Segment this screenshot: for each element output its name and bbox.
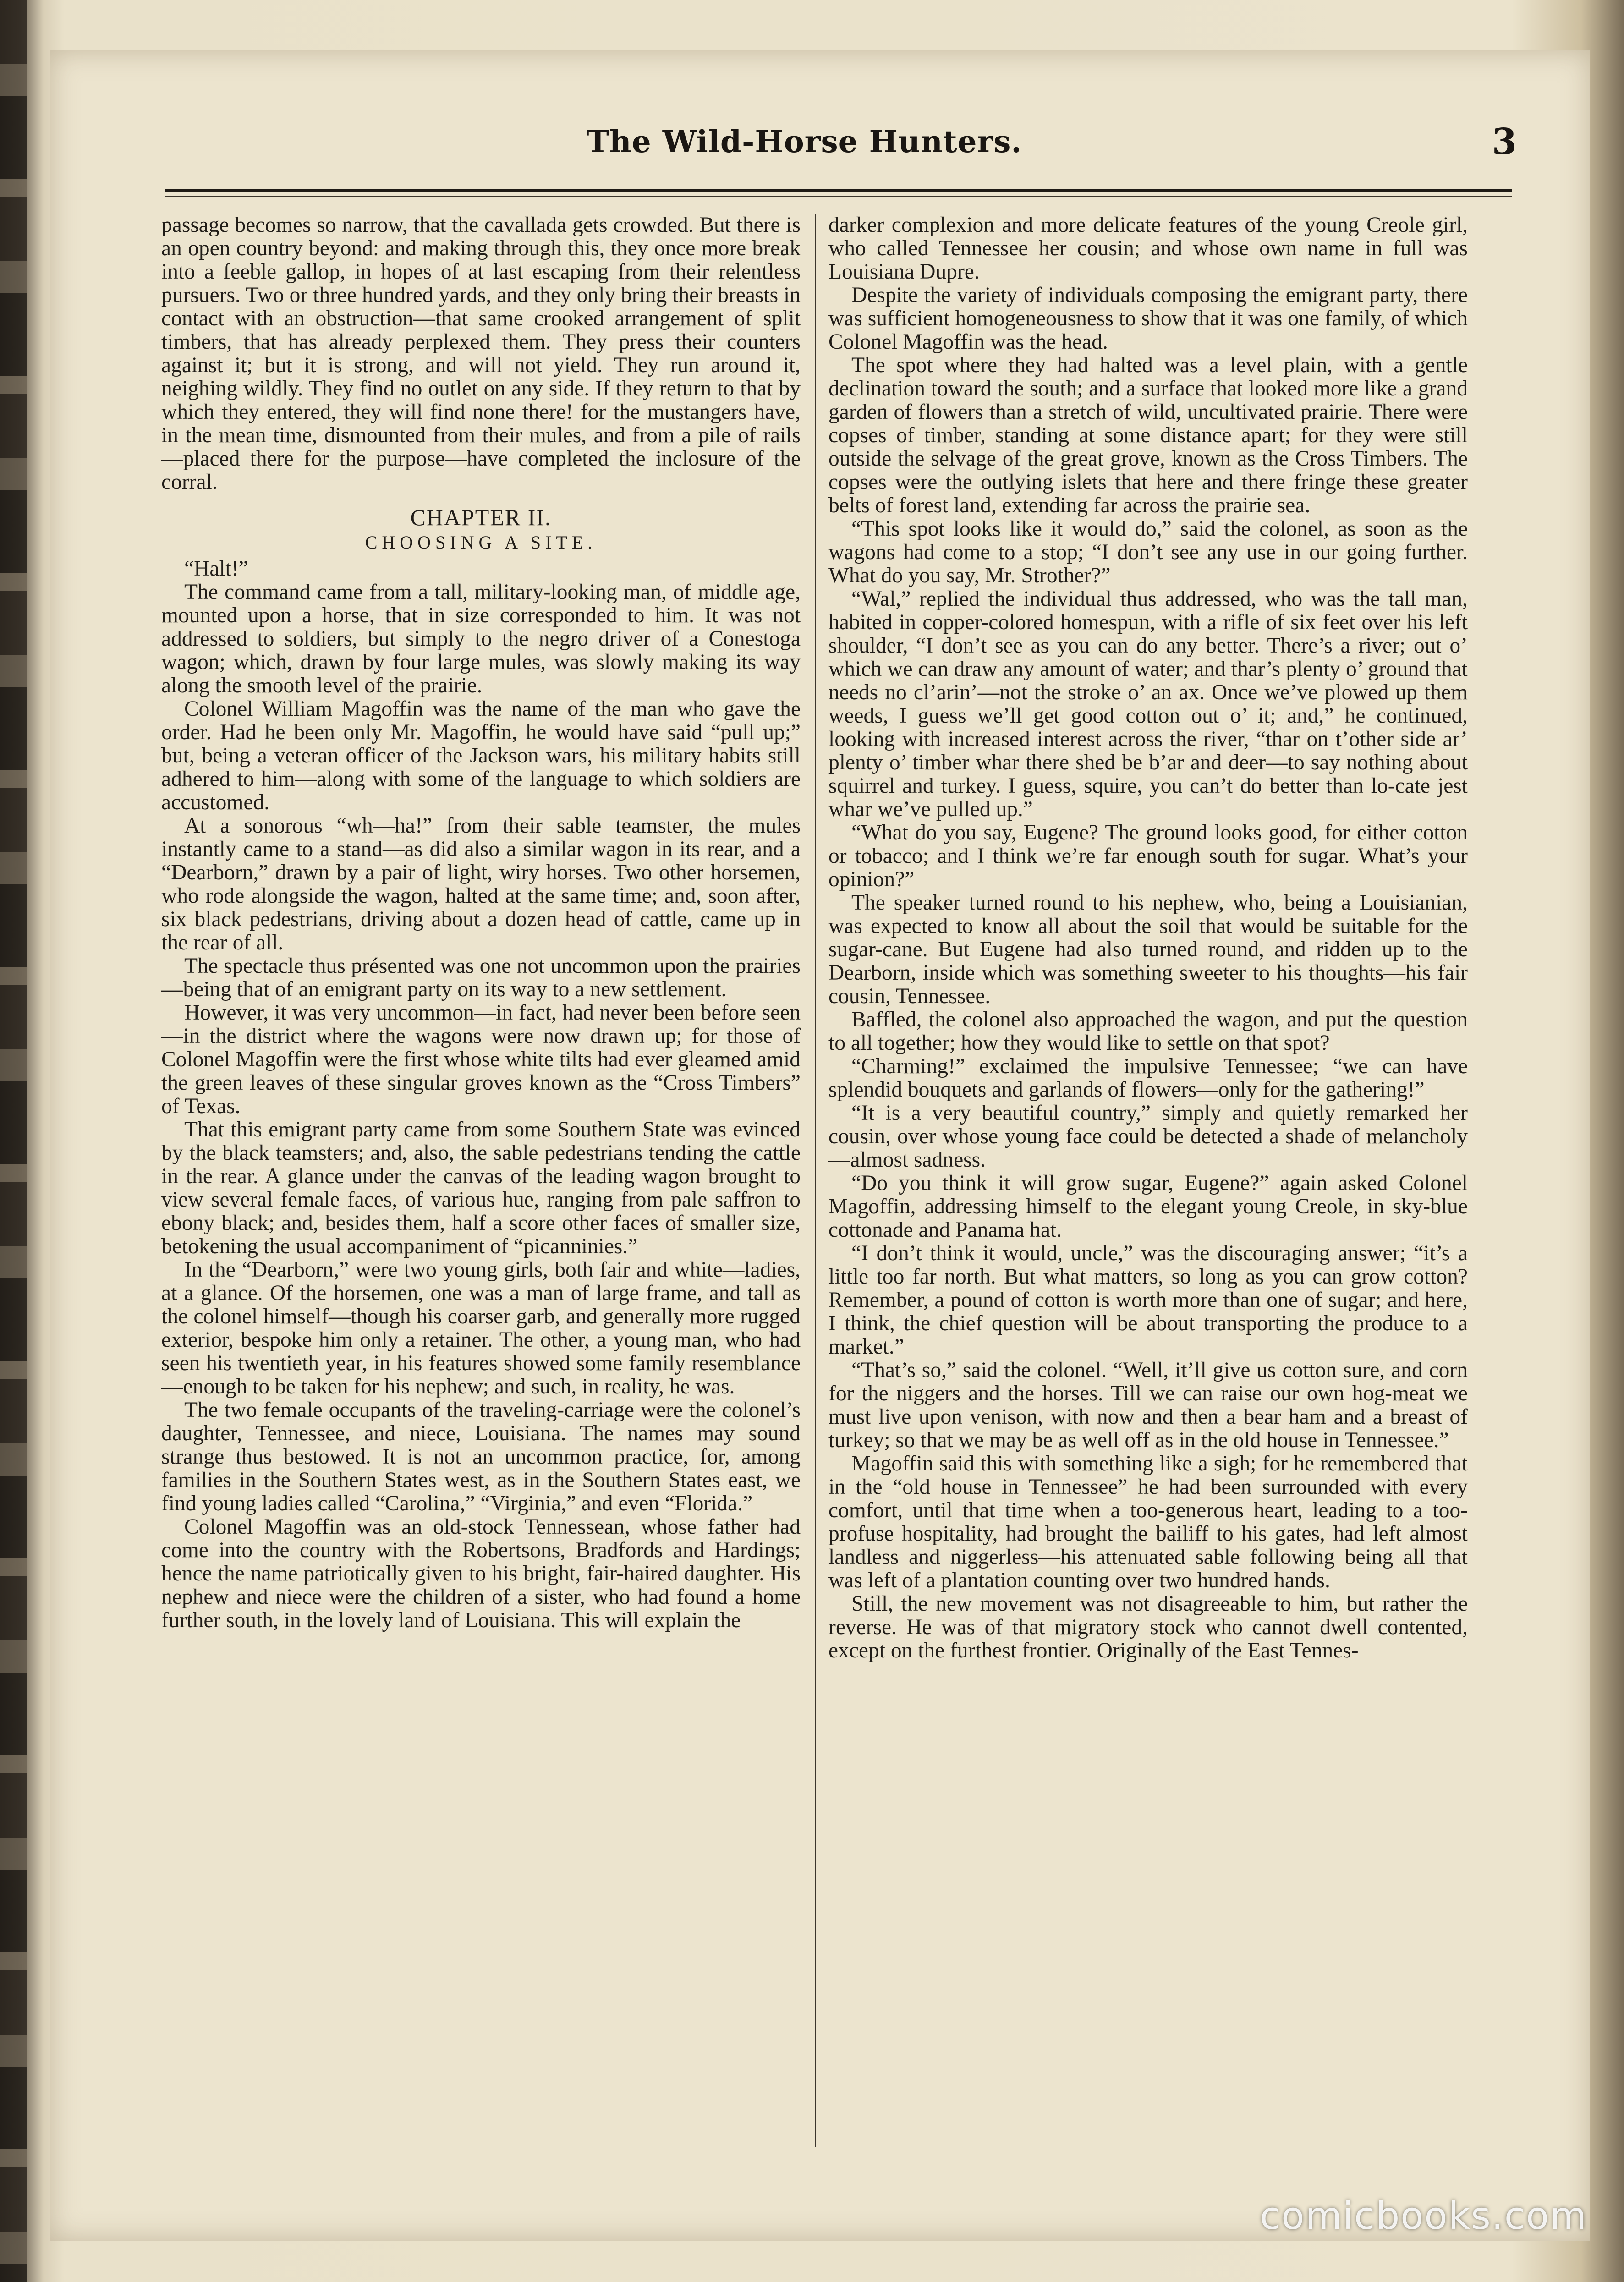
paragraph: Magoffin said this with something like a sigh; for he remembered that in the “old house in Tennessee” he had been surrounded with every comfort, until that time when a too-generous heart, leading to a too-profuse hospitality, had brought the bailiff to his gates, had left almost landless and niggerless—his attenuated sable following being all that was left of a plantation counting over two hundred hands.	[828, 1452, 1468, 1592]
paragraph: In the “Dearborn,” were two young girls, both fair and white—ladies, at a glance. Of the horsemen, one was a man of large frame, and tall as the colonel himself—though his coarser garb, and generally more rugged exterior, bespoke him only a retainer. The other, a young man, who had seen his twentieth year, in his features showed some family resemblance—enough to be taken for his nephew; and such, in reality, he was.	[161, 1258, 801, 1399]
running-header	[87, 121, 1521, 174]
paragraph: The command came from a tall, military-looking man, of middle age, mounted upon a horse, that in size corresponded to him. It was not addressed to soldiers, but simply to the negro driver of a Conestoga wagon; which, drawn by four large mules, was slowly making its way along the smooth level of the prairie.	[161, 580, 801, 697]
header-rule	[165, 189, 1512, 192]
paragraph: Despite the variety of individuals composing the emigrant party, there was sufficient homogeneousness to show that it was one family, of which Colonel Magoffin was the head.	[828, 283, 1468, 354]
paragraph: The spot where they had halted was a level plain, with a gentle declination toward the south; and a surface that looked more like a grand garden of flowers than a stretch of wild, uncultivated prairie. There were copses of timber, standing at some distance apart; for they were still outside the selvage of the great grove, known as the Cross Timbers. The copses were the outlying islets that here and there fringe these greater belts of forest land, extending far across the prairie sea.	[828, 353, 1468, 517]
header-rule-thin	[165, 196, 1512, 197]
paragraph: “What do you say, Eugene? The ground looks good, for either cotton or tobacco; and I think we’re far enough south for sugar. What’s your opinion?”	[828, 821, 1468, 891]
paragraph: Still, the new movement was not disagreeable to him, but rather the reverse. He was of that migratory stock who cannot dwell contented, except on the furthest frontier. Originally of the East Tennes-	[828, 1592, 1468, 1662]
watermark: comicbooks.com	[1260, 2194, 1587, 2238]
paragraph: “This spot looks like it would do,” said the colonel, as soon as the wagons had come to a stop; “I don’t see any use in our going further. What do you say, Mr. Strother?”	[828, 517, 1468, 587]
left-column	[161, 214, 801, 1632]
paragraph: “That’s so,” said the colonel. “Well, it’ll give us cotton sure, and corn for the niggers and the horses. Till we can raise our own hog-meat we must live upon venison, with now and then a bear ham and a breast of turkey; so that we may be as well off as in the old house in Tennessee.”	[828, 1358, 1468, 1452]
binding-edge	[0, 0, 27, 2282]
paragraph: “It is a very beautiful country,” simply and quietly remarked her cousin, over whose young face could be detected a shade of melancholy—almost sadness.	[828, 1101, 1468, 1172]
paragraph: At a sonorous “wh—ha!” from their sable teamster, the mules instantly came to a stand—as did also a similar wagon in its rear, and a “Dearborn,” drawn by a pair of light, wiry horses. Two other horsemen, who rode alongside the wagon, halted at the same time; and, soon after, six black pedestrians, driving about a dozen head of cattle, came up in the rear of all.	[161, 814, 801, 954]
running-title: The Wild-Horse Hunters.	[586, 124, 1022, 159]
chapter-heading: CHAPTER II.	[410, 505, 552, 530]
page-number: 3	[1492, 121, 1517, 163]
paragraph: The two female occupants of the traveling-carriage were the colonel’s daughter, Tennessee, and niece, Louisiana. The names may sound strange thus bestowed. It is not an uncommon practice, for, among families in the Southern States west, as in the Southern States east, we find young ladies called “Carolina,” “Virginia,” and even “Florida.”	[161, 1398, 801, 1515]
paragraph: However, it was very uncommon—in fact, had never been before seen—in the district where the wagons were now drawn up; for those of Colonel Magoffin were the first whose white tilts had ever gleamed amid the green leaves of these singular groves known as the “Cross Timbers” of Texas.	[161, 1001, 801, 1118]
paragraph: That this emigrant party came from some Southern State was evinced by the black teamsters; and, also, the sable pedestrians tending the cattle in the rear. A glance under the canvas of the leading wagon brought to view several female faces, of various hue, ranging from pale saffron to ebony black; and, besides them, half a score other faces of smaller size, betokening the usual accompaniment of “picanninies.”	[161, 1118, 801, 1258]
column-divider	[815, 214, 816, 2147]
paragraph: “Do you think it will grow sugar, Eugene?” again asked Colonel Magoffin, addressing himself to the elegant young Creole, in sky-blue cottonade and Panama hat.	[828, 1171, 1468, 1242]
paragraph: Baffled, the colonel also approached the wagon, and put the question to all together; how they would like to settle on that spot?	[828, 1008, 1468, 1055]
paragraph: darker complexion and more delicate features of the young Creole girl, who called Tennessee her cousin; and whose own name in full was Louisiana Dupre.	[828, 213, 1468, 284]
paragraph: The spectacle thus présented was one not uncommon upon the prairies—being that of an emigrant party on its way to a new settlement.	[161, 954, 801, 1001]
paragraph: “Charming!” exclaimed the impulsive Tennessee; “we can have splendid bouquets and garlands of flowers—only for the gathering!”	[828, 1054, 1468, 1102]
paragraph: “Halt!”	[184, 557, 248, 581]
paragraph: Colonel Magoffin was an old-stock Tennessean, whose father had come into the country with the Robertsons, Bradfords and Hardings; hence the name patriotically given to his bright, fair-haired daughter. His nephew and niece were the children of a sister, who had found a home further south, in the lovely land of Louisiana. This will explain the	[161, 1515, 801, 1632]
paragraph: The speaker turned round to his nephew, who, being a Louisianian, was expected to know all about the soil that would be suitable for the sugar-cane. But Eugene had also turned round, and ridden up to the Dearborn, inside which was something sweeter to his thoughts—his fair cousin, Tennessee.	[828, 891, 1468, 1008]
paragraph: “Wal,” replied the individual thus addressed, who was the tall man, habited in copper-colored homespun, with a rifle of six feet over his left shoulder, “I don’t see as you can do any better. There’s a river; out o’ which we can draw any amount of water; and thar’s plenty o’ ground that needs no cl’arin’—not the stroke o’ an ax. Once we’ve plowed up them weeds, I guess we’ll get good cotton out o’ it; and,” he continued, looking with increased interest across the river, “thar on t’other side ar’ plenty o’ timber whar there shed be b’ar and deer—to say nothing about squirrel and turkey. I guess, squire, you can’t do better than lo-cate jest whar we’ve pulled up.”	[828, 587, 1468, 821]
paragraph: “I don’t think it would, uncle,” was the discouraging answer; “it’s a little too far north. But what matters, so long as you can grow cotton? Remember, a pound of cotton is worth more than one of sugar; and here, I think, the chief question will be about transporting the produce to a market.”	[828, 1241, 1468, 1359]
chapter-subtitle: CHOOSING A SITE.	[365, 532, 597, 553]
paragraph: passage becomes so narrow, that the cavallada gets crowded. But there is an open country beyond: and making through this, they once more break into a feeble gallop, in hopes of at last escaping from their relentless pursuers. Two or three hundred yards, and they only bring their breasts in contact with an obstruction—that same crooked arrangement of split timbers, that has already perplexed them. They press their counters against it; but it is strong, and will not yield. They run around it, neighing wildly. They find no outlet on any side. If they return to that by which they entered, they will find none there! for the mustangers have, in the mean time, dismounted from their mules, and from a pile of rails—placed there for the purpose—have completed the inclosure of the corral.	[161, 213, 801, 494]
paragraph: Colonel William Magoffin was the name of the man who gave the order. Had he been only Mr. Magoffin, he would have said “pull up;” but, being a veteran officer of the Jackson wars, his military habits still adhered to him—along with some of the language to which soldiers are accustomed.	[161, 697, 801, 814]
right-column	[828, 214, 1468, 1662]
